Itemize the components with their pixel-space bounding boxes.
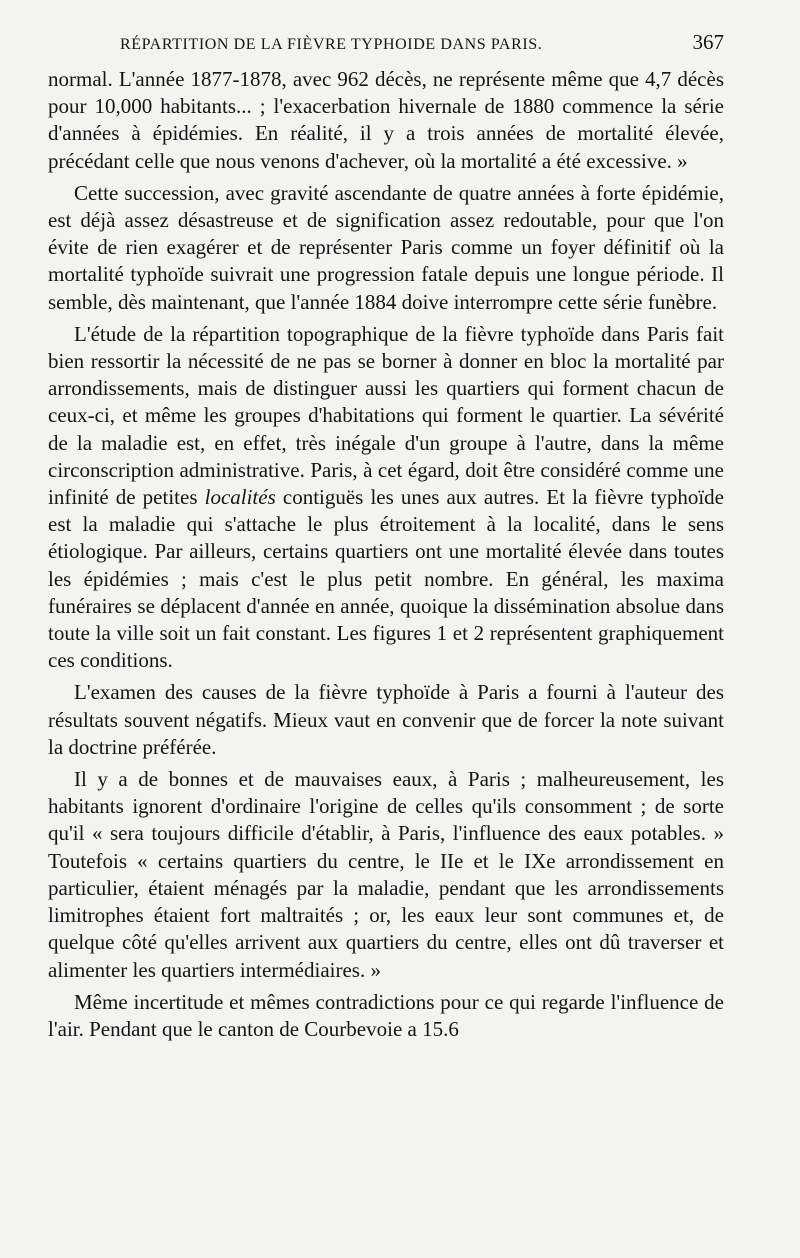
- italic-term-localites: localités: [204, 485, 276, 510]
- paragraph-4: L'examen des causes de la fièvre typhoïde à Paris a fourni à l'auteur des résultats souvent négatifs. Mieux vaut en convenir que de forcer la note suivant la doctrine préférée.: [48, 680, 724, 759]
- running-head: [48, 30, 724, 60]
- paragraph-3-text-a: L'étude de la répartition topographique de la fièvre typhoïde dans Paris fait bien ressortir la nécessité de ne pas se borner à donner en bloc la mortalité par arrondissements, mais de distinguer aussi les quartiers qui forment chacun de ceux-ci, et même les groupes d'habitations qui forment le quartier. La sévérité de la maladie est, en effet, très inégale d'un groupe à l'autre, dans la même circonscription administrative. Paris, à cet égard, doit être considéré comme une infinité de petites: [48, 321, 724, 510]
- paragraph-2: Cette succession, avec gravité ascendante de quatre années à forte épidémie, est déjà assez désastreuse et de signification assez redoutable, pour que l'on évite de rien exagérer et de représenter Paris comme un foyer définitif où la mortalité typhoïde suivrait une progression fatale depuis une longue période. Il semble, dès maintenant, que l'année 1884 doive interrompre cette série funèbre.: [48, 180, 724, 314]
- paragraph-3: [48, 321, 724, 675]
- paragraph-3-text-b: contiguës les unes aux autres. Et la fièvre typhoïde est la maladie qui s'attache le plus étroitement à la localité, dans le sens étiologique. Par ailleurs, certains quartiers ont une mortalité élevée dans toutes les épidémies ; mais c'est le plus petit nombre. En général, les maxima funéraires se déplacent d'année en année, quoique la dissémination absolue dans toute la ville soit un fait constant. Les figures 1 et 2 représentent graphiquement ces conditions.: [48, 485, 724, 673]
- page-number: 367: [692, 30, 724, 54]
- running-title: RÉPARTITION DE LA FIÈVRE TYPHOIDE DANS PARIS.: [120, 36, 543, 53]
- paragraph-5: Il y a de bonnes et de mauvaises eaux, à Paris ; malheureusement, les habitants ignorent d'ordinaire l'origine de celles qu'ils consomment ; de sorte qu'il « sera toujours difficile d'établir, à Paris, l'influence des eaux potables. » Toutefois « certains quartiers du centre, le IIe et le IXe arrondissement en particulier, étaient ménagés par la maladie, pendant que les arrondissements limitrophes étaient fort maltraités ; or, les eaux leur sont communes et, de quelque côté qu'elles arrivent aux quartiers du centre, elles ont dû traverser et alimenter les quartiers intermédiaires. »: [48, 767, 724, 982]
- paragraph-1: normal. L'année 1877-1878, avec 962 décès, ne représente même que 4,7 décès pour 10,000 habitants... ; l'exacerbation hivernale de 1880 commence la série d'années à épidémies. En réalité, il y a trois années de mortalité élevée, précédant celle que nous venons d'achever, où la mortalité a été excessive. »: [48, 67, 724, 173]
- paragraph-6: Même incertitude et mêmes contradictions pour ce qui regarde l'influence de l'air. Pendant que le canton de Courbevoie a 15.6: [48, 989, 724, 1041]
- body-text: [48, 66, 724, 1043]
